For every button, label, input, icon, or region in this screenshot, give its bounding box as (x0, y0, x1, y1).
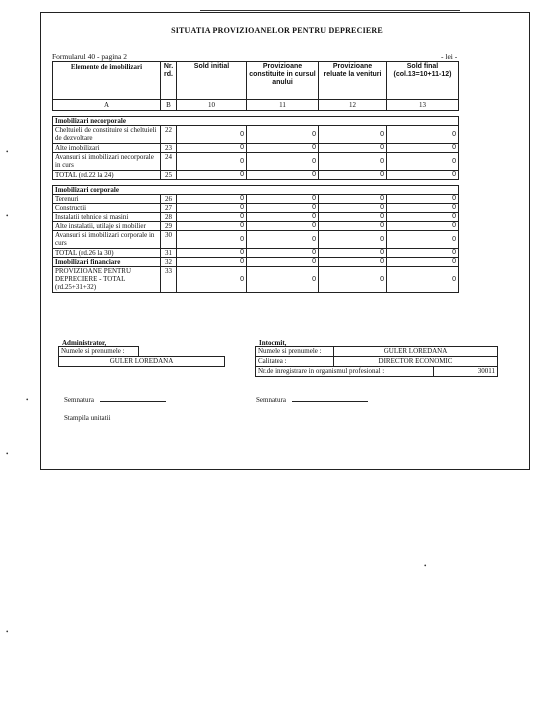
row-number: 29 (161, 222, 177, 231)
intocmit-signature-label: Semnatura (256, 396, 286, 404)
intocmit-name-label: Numele si prenumele : (256, 347, 334, 357)
scan-speck: • (6, 450, 9, 458)
admin-signature-line (100, 394, 166, 402)
intocmit-nr-reg: 30011 (434, 367, 498, 377)
header-provizioane-reluate: Provizioane reluate la venituri (319, 62, 387, 100)
header-sold-initial: Sold initial (177, 62, 247, 100)
row-number: 24 (161, 153, 177, 171)
sold-final-value: 0 (387, 231, 459, 249)
sold-final-value: 0 (387, 204, 459, 213)
sold-initial-value: 0 (177, 231, 247, 249)
row-label: Imobilizari financiare (53, 258, 161, 267)
table-row (53, 231, 459, 249)
intocmit-signature-line (292, 394, 368, 402)
header-nr-rd: Nr. rd. (161, 62, 177, 100)
sold-final-value: 0 (387, 195, 459, 204)
table-row (53, 195, 459, 204)
table-row (53, 153, 459, 171)
row-label: TOTAL (rd.26 la 30) (53, 249, 161, 258)
row-label: Avansuri si imobilizari corporale in curs (53, 231, 161, 249)
sold-initial-value: 0 (177, 258, 247, 267)
col-letter-12: 12 (319, 100, 387, 111)
provizioane-reluate-value: 0 (319, 153, 387, 171)
intocmit-signature (256, 394, 368, 404)
provizioane-reluate-value: 0 (319, 267, 387, 293)
provisions-table (52, 61, 459, 293)
sold-initial-value: 0 (177, 213, 247, 222)
table-row (53, 204, 459, 213)
provizioane-constituite-value: 0 (247, 267, 319, 293)
row-label: Alte imobilizari (53, 144, 161, 153)
provizioane-constituite-value: 0 (247, 204, 319, 213)
sold-initial-value: 0 (177, 204, 247, 213)
row-number: 23 (161, 144, 177, 153)
table-row (53, 213, 459, 222)
provizioane-constituite-value: 0 (247, 144, 319, 153)
scan-speck: • (6, 148, 9, 156)
row-label: Instalatii tehnice si masini (53, 213, 161, 222)
provizioane-reluate-value: 0 (319, 249, 387, 258)
header-elemente: Elemente de imobilizari (53, 62, 161, 100)
intocmit-heading: Intocmit, (259, 339, 287, 347)
sold-final-value: 0 (387, 126, 459, 144)
header-provizioane-constituite: Provizioane constituite in cursul anului (247, 62, 319, 100)
provizioane-constituite-value: 0 (247, 222, 319, 231)
intocmit-name: GULER LOREDANA (334, 347, 498, 357)
provizioane-reluate-value: 0 (319, 258, 387, 267)
sold-final-value: 0 (387, 258, 459, 267)
row-number: 28 (161, 213, 177, 222)
provizioane-reluate-value: 0 (319, 171, 387, 180)
provizioane-reluate-value: 0 (319, 144, 387, 153)
form-label: Formularul 40 - pagina 2 (52, 52, 127, 61)
administrator-table (58, 346, 225, 367)
scan-speck: • (424, 562, 427, 570)
provizioane-reluate-value: 0 (319, 126, 387, 144)
row-number: 32 (161, 258, 177, 267)
necorporale-rows (53, 126, 459, 180)
sold-final-value: 0 (387, 153, 459, 171)
provizioane-constituite-value: 0 (247, 195, 319, 204)
admin-signature (64, 394, 166, 404)
sold-initial-value: 0 (177, 222, 247, 231)
row-number: 33 (161, 267, 177, 293)
row-number: 27 (161, 204, 177, 213)
sold-final-value: 0 (387, 222, 459, 231)
provizioane-reluate-value: 0 (319, 222, 387, 231)
scan-speck: • (26, 396, 29, 404)
sold-initial-value: 0 (177, 153, 247, 171)
provizioane-reluate-value: 0 (319, 204, 387, 213)
provizioane-constituite-value: 0 (247, 231, 319, 249)
provizioane-constituite-value: 0 (247, 258, 319, 267)
provizioane-reluate-value: 0 (319, 231, 387, 249)
page-title: SITUATIA PROVIZIOANELOR PENTRU DEPRECIERE (171, 26, 383, 35)
row-label: PROVIZIOANE PENTRU DEPRECIERE - TOTAL (rd.25+31+32) (53, 267, 161, 293)
table-row (53, 171, 459, 180)
intocmit-calitatea: DIRECTOR ECONOMIC (334, 357, 498, 367)
sold-final-value: 0 (387, 171, 459, 180)
row-label: Terenuri (53, 195, 161, 204)
col-letter-b: B (161, 100, 177, 111)
col-letter-a: A (53, 100, 161, 111)
intocmit-table (255, 346, 498, 377)
section-corporale: Imobilizari corporale (53, 186, 459, 195)
row-label: TOTAL (rd.22 la 24) (53, 171, 161, 180)
scan-speck: • (6, 628, 9, 636)
table-row (53, 258, 459, 267)
corporale-rows (53, 195, 459, 293)
table-row (53, 267, 459, 293)
row-number: 25 (161, 171, 177, 180)
row-label: Avansuri si imobilizari necorporale in curs (53, 153, 161, 171)
table-row (53, 144, 459, 153)
admin-signature-label: Semnatura (64, 396, 94, 404)
section-necorporale: Imobilizari necorporale (53, 117, 459, 126)
row-number: 26 (161, 195, 177, 204)
sold-initial-value: 0 (177, 249, 247, 258)
table-row (53, 249, 459, 258)
row-number: 22 (161, 126, 177, 144)
row-label: Constructii (53, 204, 161, 213)
sold-final-value: 0 (387, 144, 459, 153)
row-number: 31 (161, 249, 177, 258)
row-label: Cheltuieli de constituire si cheltuieli de dezvoltare (53, 126, 161, 144)
table-row (53, 126, 459, 144)
sold-initial-value: 0 (177, 267, 247, 293)
sold-final-value: 0 (387, 213, 459, 222)
row-label: Alte instalatii, utilaje si mobilier (53, 222, 161, 231)
scan-speck: • (6, 212, 9, 220)
sold-initial-value: 0 (177, 195, 247, 204)
provizioane-constituite-value: 0 (247, 153, 319, 171)
sold-final-value: 0 (387, 267, 459, 293)
sold-initial-value: 0 (177, 171, 247, 180)
admin-name-label: Numele si prenumele : (59, 347, 139, 357)
provizioane-constituite-value: 0 (247, 249, 319, 258)
col-letter-11: 11 (247, 100, 319, 111)
provizioane-constituite-value: 0 (247, 213, 319, 222)
sold-final-value: 0 (387, 249, 459, 258)
col-letter-10: 10 (177, 100, 247, 111)
provizioane-constituite-value: 0 (247, 126, 319, 144)
currency-label: - lei - (441, 52, 458, 61)
row-number: 30 (161, 231, 177, 249)
intocmit-calitatea-label: Calitatea : (256, 357, 334, 367)
provizioane-reluate-value: 0 (319, 213, 387, 222)
provizioane-constituite-value: 0 (247, 171, 319, 180)
intocmit-nr-reg-label: Nr.de inregistrare in organismul profesional : (256, 367, 434, 377)
admin-name: GULER LOREDANA (59, 357, 225, 367)
table-row (53, 222, 459, 231)
provizioane-reluate-value: 0 (319, 195, 387, 204)
header-sold-final: Sold final (col.13=10+11-12) (387, 62, 459, 100)
stamp-label: Stampila unitatii (64, 414, 111, 422)
sold-initial-value: 0 (177, 126, 247, 144)
sold-initial-value: 0 (177, 144, 247, 153)
scan-top-line (200, 10, 460, 11)
administrator-heading: Administrator, (62, 339, 107, 347)
col-letter-13: 13 (387, 100, 459, 111)
